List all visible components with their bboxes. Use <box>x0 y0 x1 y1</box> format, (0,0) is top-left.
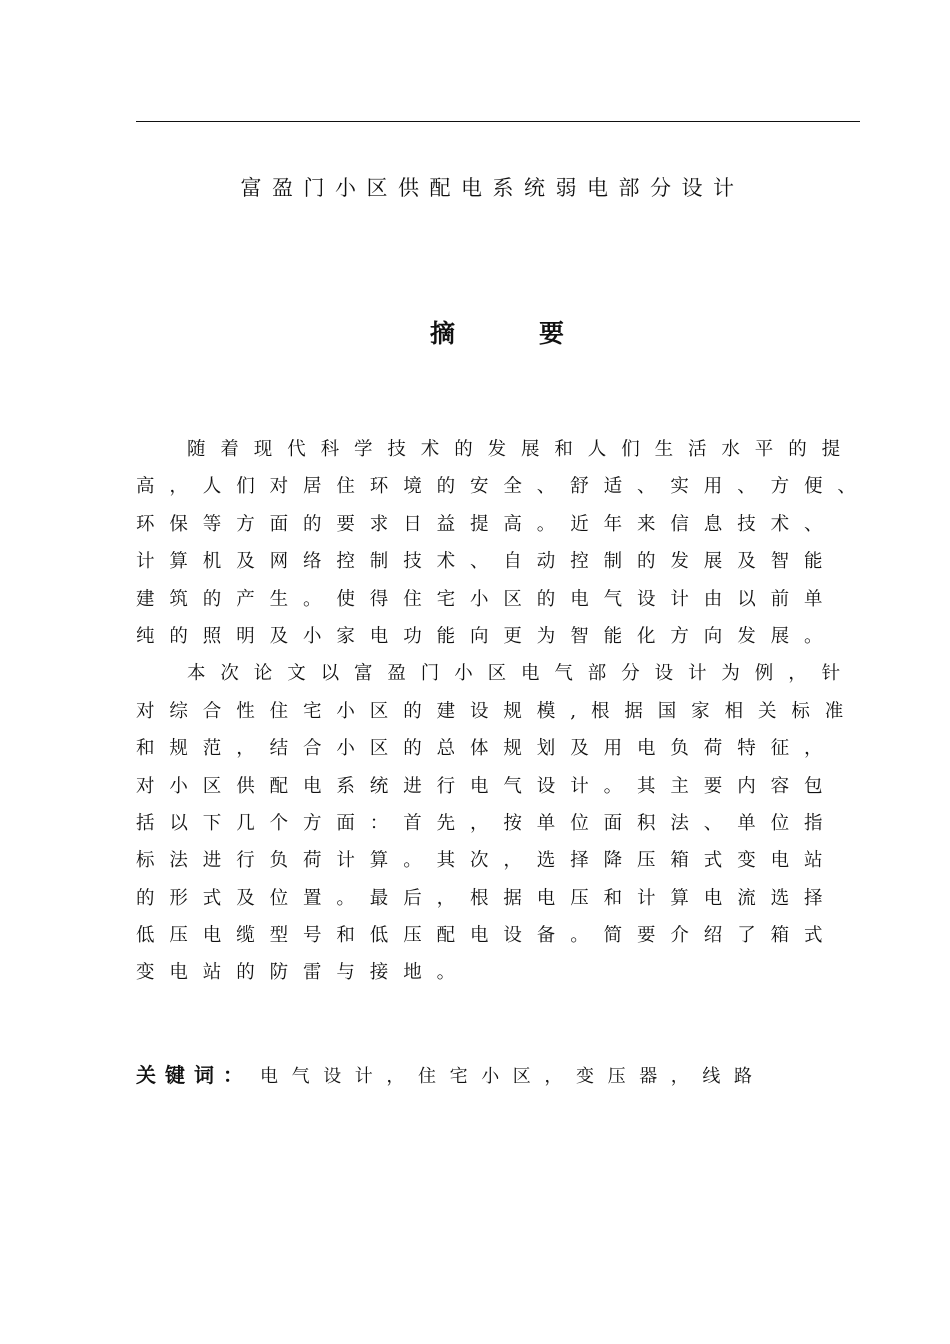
abstract-body <box>136 431 896 992</box>
abstract-line: 括以下几个方面：首先，按单位面积法、单位指 <box>136 812 838 834</box>
abstract-line: 变电站的防雷与接地。 <box>136 962 471 984</box>
abstract-line: 随着现代科学技术的发展和人们生活水平的提 <box>187 439 856 460</box>
abstract-line: 高，人们对居住环境的安全、舒适、实用、方便、 <box>136 476 871 498</box>
keywords <box>136 1058 766 1092</box>
abstract-line: 的形式及位置。最后，根据电压和计算电流选择 <box>136 887 838 909</box>
abstract-line: 计算机及网络控制技术、自动控制的发展及智能 <box>136 551 838 573</box>
document-title: 富盈门小区供配电系统弱电部分设计 <box>240 176 745 200</box>
abstract-heading: 摘要 <box>430 319 649 348</box>
keywords-values: 电气设计，住宅小区，变压器，线路 <box>260 1066 766 1087</box>
abstract-line: 纯的照明及小家电功能向更为智能化方向发展。 <box>136 625 838 647</box>
abstract-line: 低压电缆型号和低压配电设备。简要介绍了箱式 <box>136 925 838 947</box>
abstract-line: 环保等方面的要求日益提高。近年来信息技术、 <box>136 513 838 535</box>
abstract-line: 建筑的产生。使得住宅小区的电气设计由以前单 <box>136 588 838 610</box>
abstract-line: 标法进行负荷计算。其次，选择降压箱式变电站 <box>136 850 838 872</box>
abstract-line: 本次论文以富盈门小区电气部分设计为例，针 <box>187 663 856 685</box>
keywords-label: 关键词： <box>136 1063 252 1087</box>
header-rule <box>136 121 860 122</box>
abstract-line: 对综合性住宅小区的建设规模,根据国家相关标准 <box>136 700 859 722</box>
abstract-line: 和规范，结合小区的总体规划及用电负荷特征， <box>136 738 838 760</box>
abstract-line: 对小区供配电系统进行电气设计。其主要内容包 <box>136 775 838 797</box>
